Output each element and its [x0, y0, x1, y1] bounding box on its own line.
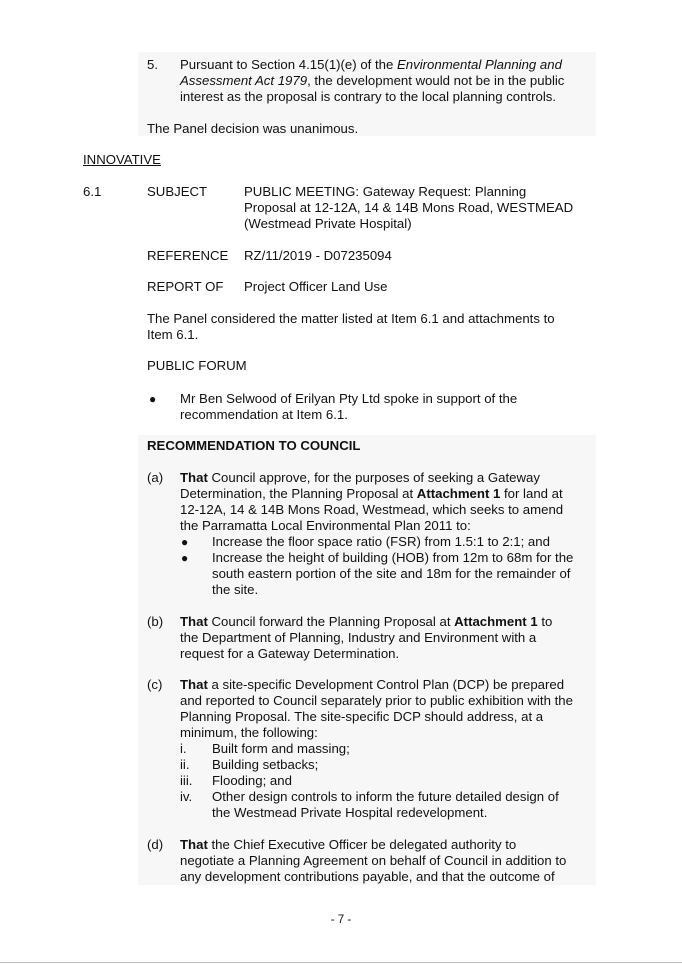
clause-d-line: negotiate a Planning Agreement on behalf of Council in addition to	[180, 853, 567, 868]
item5-line2: Assessment Act 1979, the development would not be in the public	[180, 73, 565, 88]
list-item-text: Building setbacks;	[212, 757, 319, 772]
bullet-icon: ●	[181, 551, 189, 565]
clause-a-line: the Parramatta Local Environmental Plan 2011 to:	[180, 518, 471, 533]
considered-line: The Panel considered the matter listed at Item 6.1 and attachments to	[147, 311, 555, 326]
clause-a-bullet-line: Increase the height of building (HOB) from 12m to 68m for the	[212, 550, 574, 565]
forum-bullet-line: Mr Ben Selwood of Erilyan Pty Ltd spoke in support of the	[180, 391, 518, 406]
report-label: REPORT OF	[147, 279, 224, 294]
clause-b-line: request for a Gateway Determination.	[180, 646, 400, 661]
list-number: iv.	[180, 789, 193, 804]
clause-c-line: minimum, the following:	[180, 725, 318, 740]
report-value: Project Officer Land Use	[244, 279, 388, 294]
subject-label: SUBJECT	[147, 184, 208, 199]
list-item-text: the Westmead Private Hospital redevelopment.	[212, 805, 488, 820]
list-number: i.	[180, 741, 187, 756]
clause-d-line: any development contributions payable, and that the outcome of	[180, 869, 555, 884]
clause-b-line: the Department of Planning, Industry and Environment with a	[180, 630, 537, 645]
item5-line3: interest as the proposal is contrary to the local planning controls.	[180, 89, 557, 104]
reference-value: RZ/11/2019 - D07235094	[244, 248, 392, 263]
reference-label: REFERENCE	[147, 248, 229, 263]
clause-a-bullet-line: Increase the floor space ratio (FSR) from 1.5:1 to 2:1; and	[212, 534, 550, 549]
clause-b-label: (b)	[147, 614, 164, 629]
list-item-text: Flooding; and	[212, 773, 292, 788]
item-number: 6.1	[83, 184, 102, 199]
clause-d-label: (d)	[147, 837, 164, 852]
list-number: ii.	[180, 757, 190, 772]
list-number: iii.	[180, 773, 193, 788]
subject-line: Proposal at 12-12A, 14 & 14B Mons Road, WESTMEAD	[244, 200, 574, 215]
panel-decision: The Panel decision was unanimous.	[147, 121, 359, 136]
clause-d-line1: That the Chief Executive Officer be delegated authority to	[180, 837, 517, 852]
subject-line: (Westmead Private Hospital)	[244, 216, 412, 231]
forum-bullet-line: recommendation at Item 6.1.	[180, 407, 348, 422]
bullet-icon: ●	[181, 535, 189, 549]
clause-a-line: 12-12A, 14 & 14B Mons Road, Westmead, which seeks to amend	[180, 502, 564, 517]
list-item-text: Other design controls to inform the future detailed design of	[212, 789, 559, 804]
clause-a-bullet-line: the site.	[212, 582, 259, 597]
item5-line1: Pursuant to Section 4.15(1)(e) of the Environmental Planning and	[180, 57, 562, 72]
page-bottom-edge	[0, 962, 682, 963]
public-forum-heading: PUBLIC FORUM	[147, 358, 247, 373]
page-number: - 7 -	[330, 914, 352, 926]
clause-a-line1: That Council approve, for the purposes of seeking a Gateway	[180, 470, 540, 485]
clause-a-bullet-line: south eastern portion of the site and 18m for the remainder of	[212, 566, 571, 581]
clause-c-line: Planning Proposal. The site-specific DCP should address, at a	[180, 709, 544, 724]
clause-c-line: and reported to Council separately prior to public exhibition with the	[180, 693, 573, 708]
considered-line: Item 6.1.	[147, 327, 199, 342]
item5-number: 5.	[147, 57, 158, 72]
clause-a-label: (a)	[147, 470, 164, 485]
clause-c-line1: That a site-specific Development Control Plan (DCP) be prepared	[180, 677, 565, 692]
clause-a-line2: Determination, the Planning Proposal at Attachment 1 for land at	[180, 486, 563, 501]
section-heading: INNOVATIVE	[83, 152, 161, 167]
list-item-text: Built form and massing;	[212, 741, 350, 756]
subject-line: PUBLIC MEETING: Gateway Request: Planning	[244, 184, 527, 199]
recommendation-heading: RECOMMENDATION TO COUNCIL	[147, 438, 361, 453]
clause-c-label: (c)	[147, 677, 163, 692]
clause-b-line1: That Council forward the Planning Proposal at Attachment 1 to	[180, 614, 553, 629]
bullet-icon: ●	[149, 392, 157, 406]
